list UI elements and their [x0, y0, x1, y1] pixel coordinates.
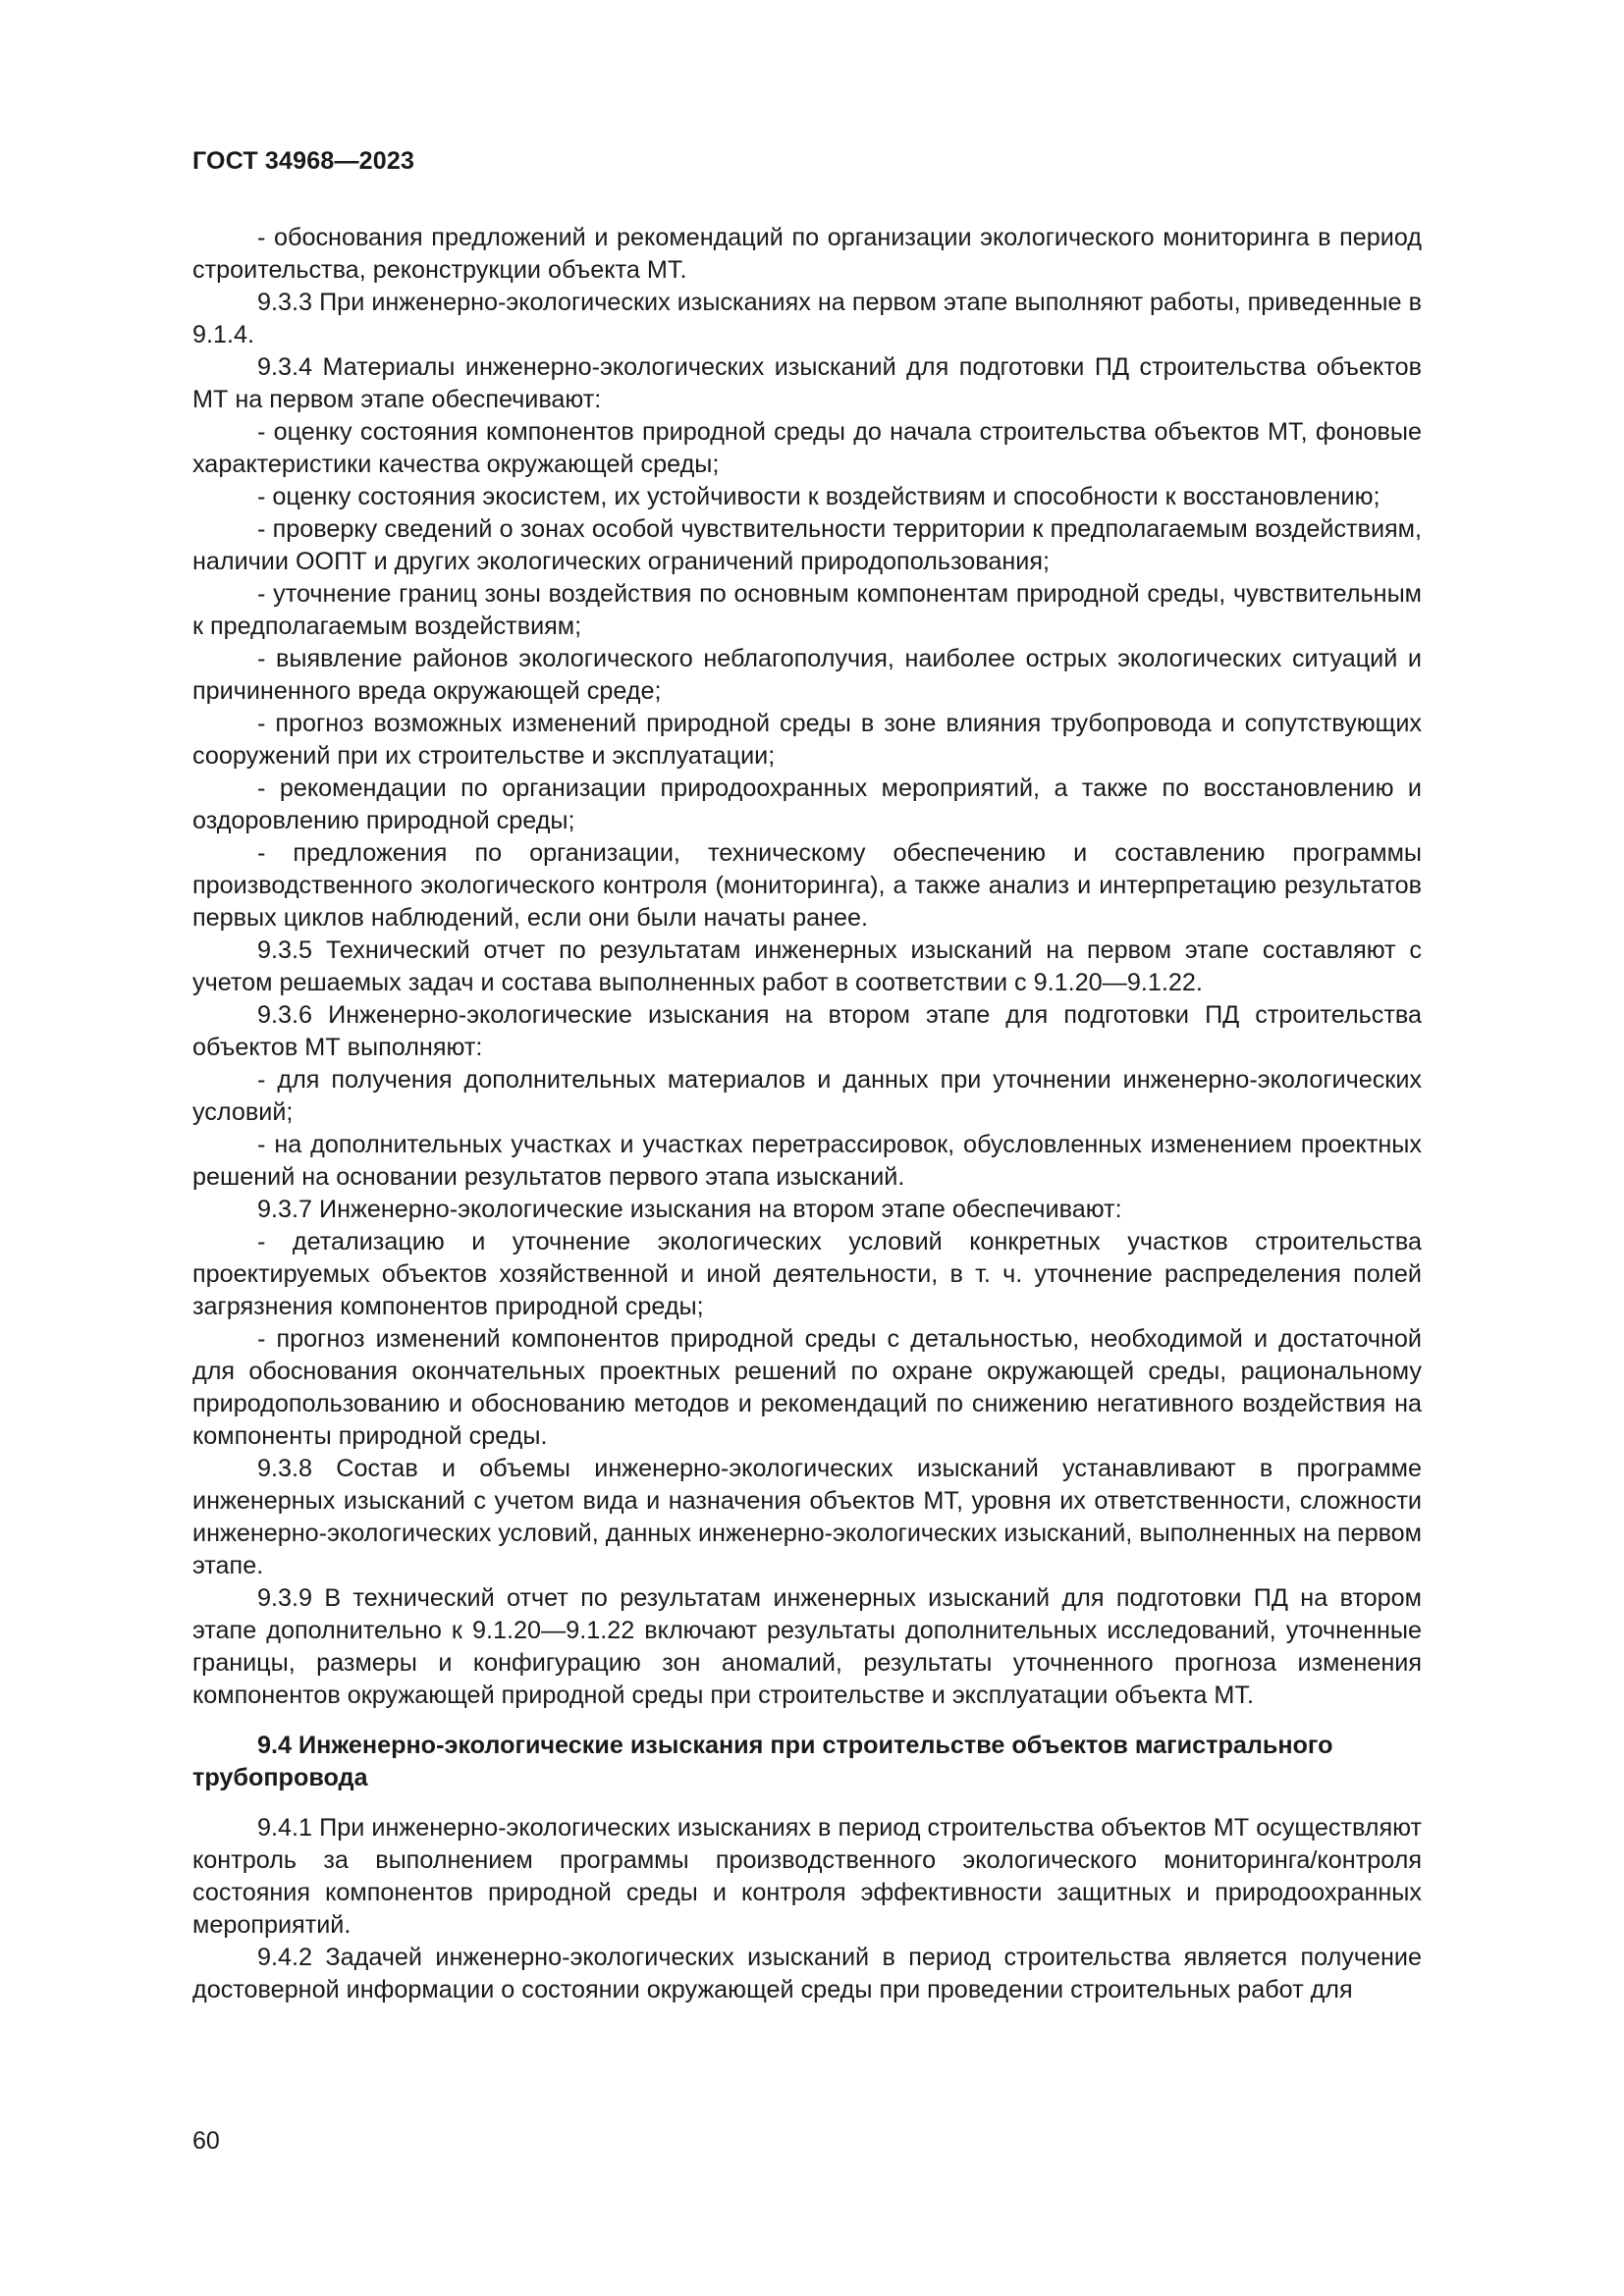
paragraph: 9.3.5 Технический отчет по результатам инженерных изысканий на первом этапе составляют с учетом решаемых задач и состава выполненных работ в соответствии с 9.1.20—9.1.22.	[192, 936, 1422, 996]
paragraph: 9.3.4 Материалы инженерно-экологических изысканий для подготовки ПД строительства объектов МТ на первом этапе обеспечивают:	[192, 353, 1422, 413]
paragraph: - оценку состояния экосистем, их устойчивости к воздействиям и способности к восстановлению;	[257, 483, 1380, 510]
paragraph: - уточнение границ зоны воздействия по основным компонентам природной среды, чувствительным к предполагаемым воздействиям;	[192, 580, 1422, 640]
section-heading: 9.4 Инженерно-экологические изыскания при строительстве объектов магистрального трубопровода	[192, 1732, 1333, 1791]
paragraph: - оценку состояния компонентов природной среды до начала строительства объектов МТ, фоновые характеристики качества окружающей среды;	[192, 418, 1422, 478]
paragraph: - выявление районов экологического неблагополучия, наиболее острых экологических ситуаций и причиненного вреда окружающей среде;	[192, 645, 1422, 705]
paragraph: - рекомендации по организации природоохранных мероприятий, а также по восстановлению и оздоровлению природной среды;	[192, 774, 1422, 834]
paragraph: - проверку сведений о зонах особой чувствительности территории к предполагаемым воздействиям, наличии ООПТ и других экологических ограничений природопользования;	[192, 515, 1422, 575]
paragraph: 9.3.9 В технический отчет по результатам инженерных изысканий для подготовки ПД на втором этапе дополнительно к 9.1.20—9.1.22 включают результаты дополнительных исследований, уточненные границы, размеры и конфигурацию зон аномалий, результаты уточненного прогноза изменения компонентов окружающей природной среды при строительстве и эксплуатации объекта МТ.	[192, 1584, 1422, 1709]
paragraph: - обоснования предложений и рекомендаций по организации экологического мониторинга в период строительства, реконструкции объекта МТ.	[192, 224, 1422, 284]
paragraph: 9.4.1 При инженерно-экологических изысканиях в период строительства объектов МТ осуществляют контроль за выполнением программы производственного экологического мониторинга/контроля состояния компонентов природной среды и контроля эффективности защитных и природоохранных мероприятий.	[192, 1814, 1422, 1939]
paragraph: 9.3.3 При инженерно-экологических изысканиях на первом этапе выполняют работы, приведенные в 9.1.4.	[192, 289, 1422, 348]
page-number: 60	[192, 2127, 220, 2155]
paragraph: 9.4.2 Задачей инженерно-экологических изысканий в период строительства является получение достоверной информации о состоянии окружающей среды при проведении строительных работ для	[192, 1944, 1422, 2003]
paragraph: - на дополнительных участках и участках перетрассировок, обусловленных изменением проектных решений на основании результатов первого этапа изысканий.	[192, 1131, 1422, 1191]
document-header-title: ГОСТ 34968—2023	[192, 147, 415, 175]
paragraph: - прогноз возможных изменений природной среды в зоне влияния трубопровода и сопутствующих сооружений при их строительстве и эксплуатации;	[192, 710, 1422, 770]
paragraph: - для получения дополнительных материалов и данных при уточнении инженерно-экологических условий;	[192, 1066, 1422, 1126]
paragraph: - детализацию и уточнение экологических условий конкретных участков строительства проектируемых объектов хозяйственной и иной деятельности, в т. ч. уточнение распределения полей загрязнения компонентов природной среды;	[192, 1228, 1422, 1320]
document-body	[192, 222, 1422, 2006]
paragraph: 9.3.7 Инженерно-экологические изыскания на втором этапе обеспечивают:	[257, 1196, 1122, 1223]
paragraph: 9.3.6 Инженерно-экологические изыскания на втором этапе для подготовки ПД строительства объектов МТ выполняют:	[192, 1001, 1422, 1061]
paragraph: - предложения по организации, техническому обеспечению и составлению программы производственного экологического контроля (мониторинга), а также анализ и интерпретацию результатов первых циклов наблюдений, если они были начаты ранее.	[192, 839, 1422, 932]
paragraph: 9.3.8 Состав и объемы инженерно-экологических изысканий устанавливают в программе инженерных изысканий с учетом вида и назначения объектов МТ, уровня их ответственности, сложности инженерно-экологических условий, данных инженерно-экологических изысканий, выполненных на первом этапе.	[192, 1455, 1422, 1579]
paragraph: - прогноз изменений компонентов природной среды с детальностью, необходимой и достаточной для обоснования окончательных проектных решений по охране окружающей среды, рациональному природопользованию и обоснованию методов и рекомендаций по снижению негативного воздействия на компоненты природной среды.	[192, 1325, 1422, 1450]
